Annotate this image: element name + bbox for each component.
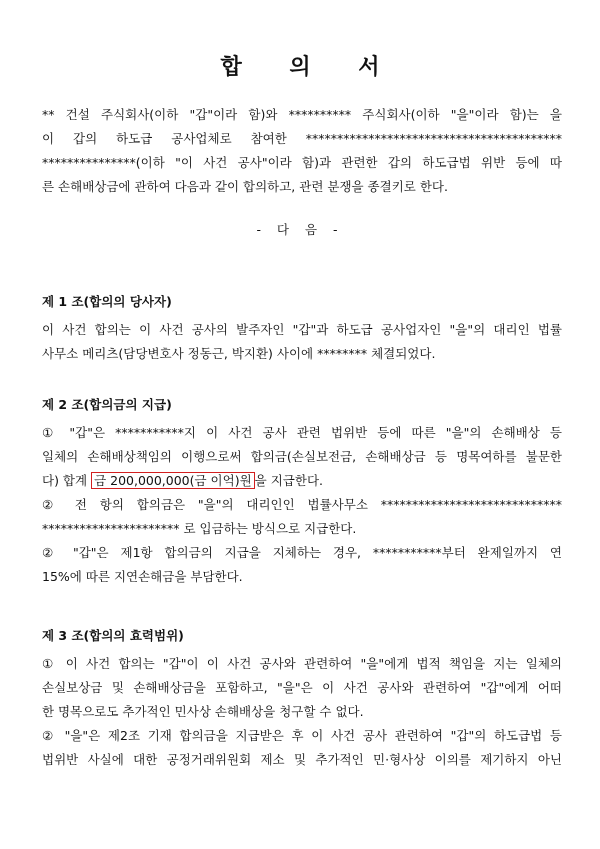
article-line: ② "을"은 제2조 기재 합의금을 지급받은 후 이 사건 공사 관련하여 "갑"의 하도급법 등 [42,728,562,743]
amount-suffix: 을 지급한다. [254,473,323,488]
article-heading: 제 2 조(합의금의 지급) [42,397,172,412]
settlement-amount-highlight: 금 200,000,000(금 이억)원 [91,472,255,489]
intro-line: ** 건설 주식회사(이하 "갑"이라 함)와 ********** 주식회사(이하 "을"이라 함)는 을 [42,107,562,122]
document-title: 합 의 서 [220,55,400,80]
article-heading: 제 1 조(합의의 당사자) [42,294,172,309]
section-divider: - 다 음 - [256,222,344,237]
intro-line: ***************(이하 "이 사건 공사"이라 함)과 관련한 갑의 하도급법 위반 등에 따 [42,155,562,170]
intro-paragraph [42,103,562,199]
intro-line: 이 갑의 하도급 공사업체로 참여한 ***************************************** [42,131,562,146]
article-line: ② "갑"은 제1항 합의금의 지급을 지체하는 경우, ***********부터 완제일까지 연 [42,545,562,560]
article-2 [42,393,562,589]
article-line: 사무소 메리츠(담당변호사 정동근, 박지환) 사이에 ******** 체결되었다. [42,346,436,361]
article-line: 손실보상금 및 손해배상금을 포함하고, "을"은 이 사건 공사와 관련하여 "갑"에게 어떠 [42,680,562,695]
article-line: ② 전 항의 합의금은 "을"의 대리인인 법률사무소 ***************************** [42,497,562,512]
article-line: 한 명목으로도 추가적인 민사상 손해배상을 청구할 수 없다. [42,704,364,719]
article-1 [42,290,562,366]
article-line: 15%에 따른 지연손해금을 부담한다. [42,569,243,584]
amount-line [42,469,562,493]
article-3 [42,624,562,772]
amount-prefix: 다) 합계 [42,473,92,488]
article-heading: 제 3 조(합의의 효력범위) [42,628,184,643]
article-line: ① 이 사건 합의는 "갑"이 이 사건 공사와 관련하여 "을"에게 법적 책임을 지는 일체의 [42,656,562,671]
article-line: 법위반 사실에 대한 공정거래위원회 제소 및 추가적인 민·형사상 이의를 제기하지 아닌 [42,752,562,767]
intro-line: 른 손해배상금에 관하여 다음과 같이 합의하고, 관련 분쟁을 종결키로 한다. [42,179,448,194]
article-line: 일체의 손해배상책임의 이행으로써 합의금(손실보전금, 손해배상금 등 명목여하를 불문한 [42,449,562,464]
article-line: ********************** 로 입금하는 방식으로 지급한다. [42,521,357,536]
article-line: ① "갑"은 ***********지 이 사건 공사 관련 법위반 등에 따른 "을"의 손해배상 등 [42,425,562,440]
article-line: 이 사건 합의는 이 사건 공사의 발주자인 "갑"과 하도급 공사업자인 "을"의 대리인 법률 [42,322,562,337]
